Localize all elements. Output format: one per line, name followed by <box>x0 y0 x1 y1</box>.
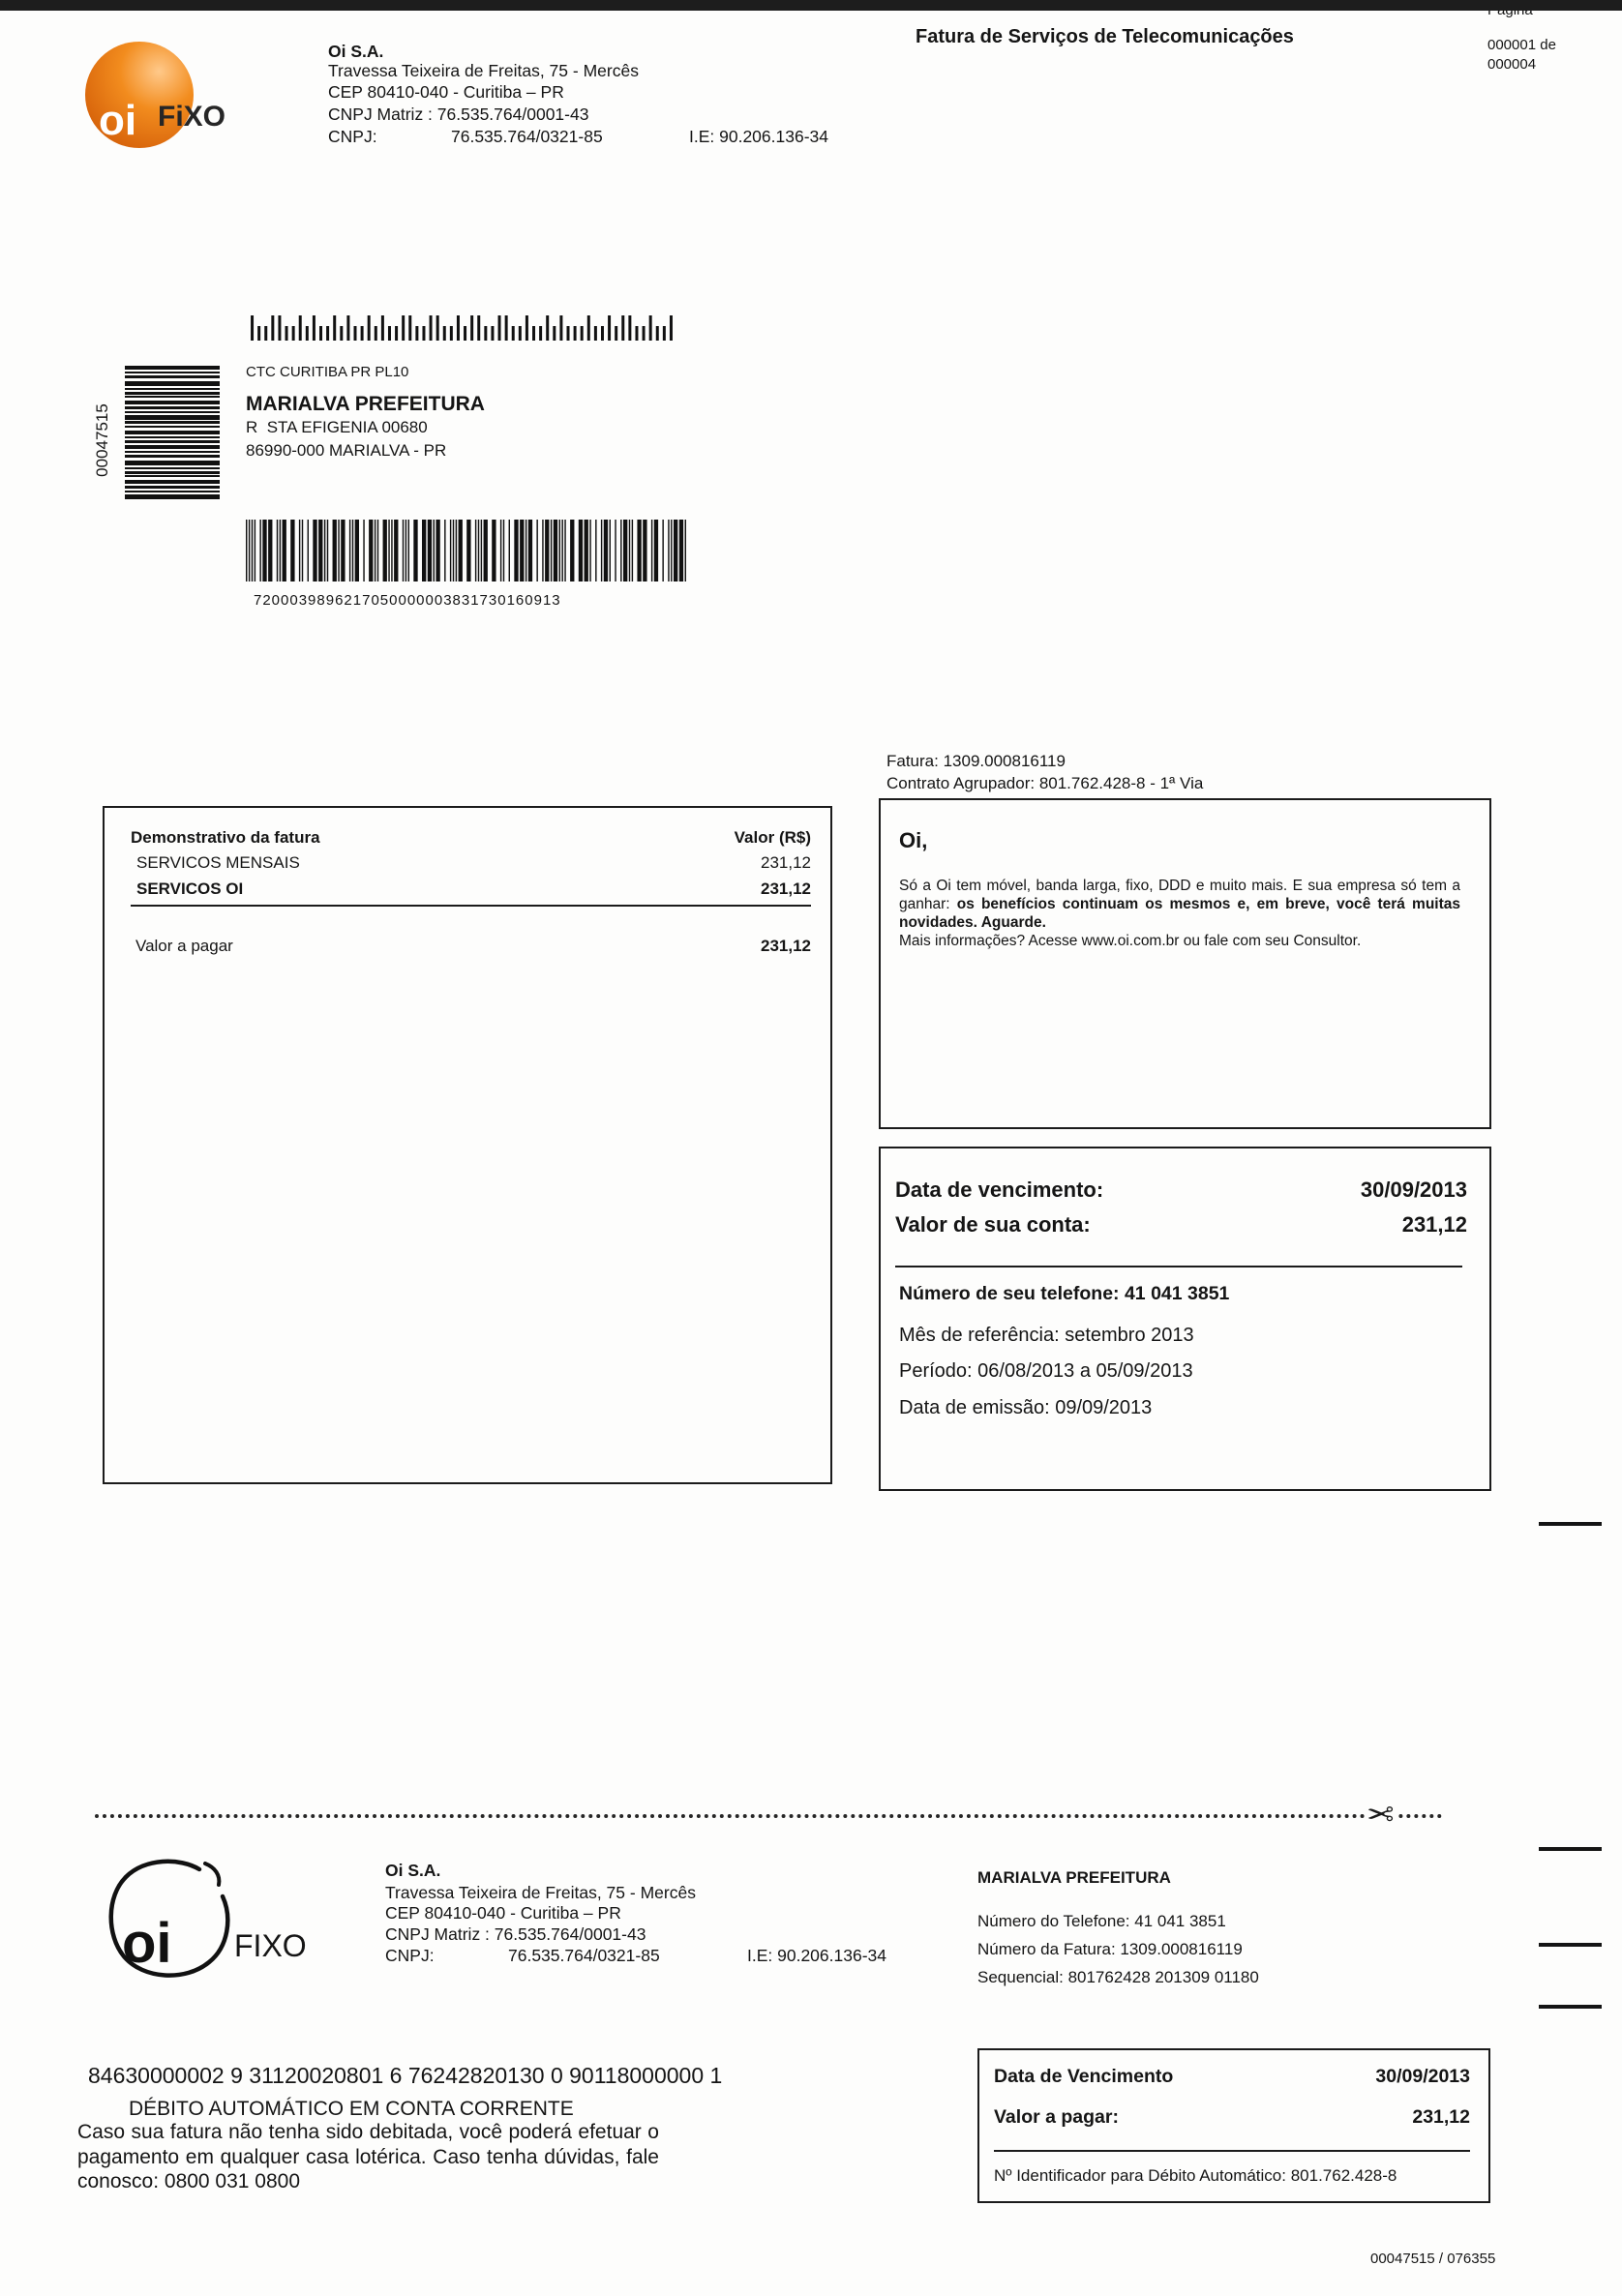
postal-bar <box>635 326 638 341</box>
postal-bar <box>526 315 528 341</box>
slip-due-value: 30/09/2013 <box>1375 2065 1470 2087</box>
barcode-bar <box>341 520 345 581</box>
postal-bar <box>498 315 501 341</box>
company-cep: CEP 80410-040 - Curitiba – PR <box>328 82 564 102</box>
logo-mark-text: oi <box>99 97 137 144</box>
barcode-bar <box>249 520 250 581</box>
postal-bar <box>395 326 398 341</box>
cut-line <box>95 1814 1443 1818</box>
slip-company-name: Oi S.A. <box>385 1861 441 1880</box>
message-paragraph <box>899 877 1460 932</box>
barcode-bar <box>478 520 479 581</box>
barcode-bar <box>475 520 476 581</box>
postal-bar <box>388 326 391 341</box>
slip-due-row <box>994 2064 1470 2089</box>
barcode-bar <box>408 520 409 581</box>
barcode-bar <box>327 520 328 581</box>
recipient-city: 86990-000 MARIALVA - PR <box>246 441 447 460</box>
barcode-bar <box>259 520 260 581</box>
postal-bar <box>464 326 466 341</box>
stack-bar <box>125 411 220 413</box>
postal-bar <box>608 315 611 341</box>
barcode-bar <box>413 520 417 581</box>
postal-bar <box>306 326 309 341</box>
stack-bar <box>125 494 220 499</box>
postal-bar <box>292 326 295 341</box>
slip-amount-label: Valor a pagar: <box>994 2105 1119 2128</box>
postal-bar <box>285 326 288 341</box>
postal-bar <box>663 326 666 341</box>
margin-tick <box>1539 1847 1602 1851</box>
postal-bar <box>477 315 480 341</box>
barcode-bar <box>610 520 611 581</box>
margin-tick <box>1539 1943 1602 1947</box>
statement-item-value: 231,12 <box>761 853 811 872</box>
barcode-bar <box>377 520 378 581</box>
barcode-bar <box>564 520 565 581</box>
contract-number: Contrato Agrupador: 801.762.428-8 - 1ª Via <box>886 774 1204 792</box>
barcode-bar <box>313 520 316 581</box>
barcode-bar <box>283 520 286 581</box>
barcode-bar <box>333 520 337 581</box>
digitable-line: 84630000002 9 31120020801 6 76242820130 0 90118000000 1 <box>88 2063 723 2088</box>
postal-bar <box>621 315 624 341</box>
barcode-bar <box>589 520 590 581</box>
postal-bar <box>361 326 364 341</box>
barcode-bar <box>299 520 300 581</box>
postal-bar <box>512 326 515 341</box>
stack-bar <box>125 406 220 409</box>
slip-auto-debit-id: Nº Identificador para Débito Automático: 801.762.428-8 <box>994 2166 1397 2185</box>
message-more-info: Mais informações? Acesse www.oi.com.br ou fale com seu Consultor. <box>899 933 1362 949</box>
barcode-bar <box>277 520 278 581</box>
postal-bar <box>251 315 254 341</box>
barcode-bar <box>434 520 435 581</box>
postal-bar <box>594 326 597 341</box>
postal-bar <box>299 315 302 341</box>
postal-bar <box>333 315 336 341</box>
barcode-bar <box>492 520 496 581</box>
statement-item-label: SERVICOS MENSAIS <box>136 853 300 872</box>
barcode-bar <box>585 520 588 581</box>
stack-bar <box>125 426 220 428</box>
postal-bar <box>422 326 425 341</box>
stack-bar <box>125 480 220 484</box>
stack-bar <box>125 475 220 477</box>
barcode-bar <box>654 520 658 581</box>
reference-month: Mês de referência: setembro 2013 <box>899 1325 1194 1346</box>
barcode-bar <box>679 520 683 581</box>
barcode-bar <box>308 520 309 581</box>
barcode-bar <box>324 520 325 581</box>
barcode-bar <box>559 520 560 581</box>
slip-customer-name: MARIALVA PREFEITURA <box>977 1868 1171 1887</box>
barcode-bar <box>318 520 322 581</box>
barcode-bar <box>349 520 350 581</box>
stack-bar <box>125 445 220 449</box>
barcode-bar <box>500 520 501 581</box>
barcode-bar <box>484 520 488 581</box>
postal-bar <box>491 326 494 341</box>
summary-box <box>879 1147 1491 1491</box>
barcode-bar <box>459 520 463 581</box>
barcode-bar <box>554 520 557 581</box>
barcode-bar <box>290 520 294 581</box>
summary-divider <box>895 1266 1462 1267</box>
postal-bar <box>567 326 570 341</box>
postal-bar <box>257 326 260 341</box>
barcode-bar <box>615 520 616 581</box>
postal-bar <box>519 326 522 341</box>
invoice-barcode <box>246 520 686 581</box>
stack-bar <box>125 461 220 465</box>
barcode-bar <box>246 520 247 581</box>
barcode-bar <box>520 520 524 581</box>
stack-bar <box>125 491 220 492</box>
auto-debit-title: DÉBITO AUTOMÁTICO EM CONTA CORRENTE <box>129 2098 574 2120</box>
statement-total-row <box>131 936 811 957</box>
barcode-number: 7200039896217050000003831730160913 <box>254 592 561 609</box>
barcode-bar <box>601 520 602 581</box>
postal-bar <box>539 326 542 341</box>
stack-bar <box>125 440 220 443</box>
amount-label: Valor de sua conta: <box>895 1212 1091 1237</box>
barcode-bar <box>671 520 672 581</box>
barcode-bar <box>355 520 359 581</box>
postal-bar <box>559 315 562 341</box>
slip-amount-row <box>994 2104 1470 2130</box>
postal-bar <box>649 315 652 341</box>
side-sorting-code: 00047515 <box>93 403 111 477</box>
scissors-icon: ✂ <box>1367 1796 1395 1834</box>
postal-route: CTC CURITIBA PR PL10 <box>246 364 409 380</box>
barcode-bar <box>662 520 663 581</box>
barcode-bar <box>623 520 627 581</box>
document-title: Fatura de Serviços de Telecomunicações <box>916 26 1294 47</box>
statement-item-value: 231,12 <box>761 880 811 898</box>
logo-ring-tail <box>205 1864 219 1885</box>
barcode-bar <box>450 520 451 581</box>
stack-bar <box>125 471 220 474</box>
postal-bar <box>450 326 453 341</box>
message-highlight: os benefícios continuam os mesmos e, em breve, você terá muitas novidades. Aguarde. <box>899 896 1460 931</box>
barcode-bar <box>252 520 253 581</box>
stack-bar <box>125 396 220 398</box>
slip-sequence-number: Sequencial: 801762428 201309 01180 <box>977 1968 1259 1986</box>
postal-bar <box>574 326 577 341</box>
slip-company-address: Travessa Teixeira de Freitas, 75 - Mercês <box>385 1883 696 1902</box>
barcode-bar <box>632 520 633 581</box>
postal-bar <box>381 315 384 341</box>
company-ie: I.E: 90.206.136-34 <box>689 127 828 146</box>
statement-header-row <box>131 827 811 849</box>
barcode-bar <box>561 520 562 581</box>
barcode-bar <box>428 520 432 581</box>
footer-code: 00047515 / 076355 <box>1370 2251 1496 2267</box>
statement-item-row <box>131 852 811 874</box>
postal-bar <box>470 315 473 341</box>
postal-bar <box>278 315 281 341</box>
company-name: Oi S.A. <box>328 42 384 61</box>
barcode-bar <box>262 520 266 581</box>
postal-bar <box>587 315 590 341</box>
postal-bar <box>505 315 508 341</box>
barcode-bar <box>383 520 387 581</box>
barcode-bar <box>388 520 389 581</box>
barcode-bar <box>509 520 510 581</box>
postal-bar <box>457 315 460 341</box>
barcode-bar <box>542 520 543 581</box>
page-total: 000004 <box>1487 56 1537 73</box>
stack-bar <box>125 366 220 370</box>
stack-bar <box>125 431 220 434</box>
slip-phone-number: Número do Telefone: 41 041 3851 <box>977 1912 1226 1930</box>
barcode-bar <box>302 520 303 581</box>
postal-bar <box>415 326 418 341</box>
slip-divider <box>994 2150 1470 2152</box>
stack-bar <box>125 421 220 424</box>
barcode-bar <box>643 520 646 581</box>
amount-value: 231,12 <box>1401 1212 1467 1237</box>
barcode-bar <box>338 520 339 581</box>
barcode-bar <box>629 520 630 581</box>
statement-title: Demonstrativo da fatura <box>131 828 320 847</box>
auto-debit-note: Caso sua fatura não tenha sido debitada, você poderá efetuar o pagamento em qualquer casa lotérica. Caso tenha dúvidas, fale conosco: 0800 031 0800 <box>77 2121 659 2193</box>
postal-bar <box>375 326 377 341</box>
stack-bar <box>125 415 220 420</box>
postal-bar <box>546 315 549 341</box>
message-greeting: Oi, <box>899 828 928 852</box>
invoice-number: Fatura: 1309.000816119 <box>886 752 1066 770</box>
postal-bar <box>581 326 584 341</box>
phone-number: Número de seu telefone: 41 041 3851 <box>899 1283 1230 1304</box>
slip-company-cnpj-value: 76.535.764/0321-85 <box>508 1946 660 1965</box>
barcode-bar <box>579 520 583 581</box>
postal-bar <box>615 326 617 341</box>
stack-bar <box>125 455 220 458</box>
slip-logo-product-text: FIXO <box>234 1928 307 1963</box>
slip-amount-value: 231,12 <box>1412 2105 1470 2128</box>
statement-total-value: 231,12 <box>761 937 811 955</box>
barcode-bar <box>651 520 652 581</box>
postal-bar <box>484 326 487 341</box>
company-cnpj-value: 76.535.764/0321-85 <box>451 127 603 146</box>
barcode-bar <box>394 520 398 581</box>
postal-bar <box>436 315 439 341</box>
statement-total-label: Valor a pagar <box>135 937 233 955</box>
barcode-bar <box>403 520 404 581</box>
barcode-bar <box>352 520 353 581</box>
message-text: Só a Oi tem móvel, banda larga, fixo, DDD e muito mais. E sua empresa só tem a ganhar: <box>899 878 1460 912</box>
barcode-bar <box>453 520 454 581</box>
due-date-row <box>895 1177 1467 1204</box>
oi-outline-logo <box>105 1854 236 1983</box>
sorting-code-block <box>125 366 220 499</box>
barcode-bar <box>536 520 537 581</box>
slip-due-label: Data de Vencimento <box>994 2065 1174 2087</box>
company-address: Travessa Teixeira de Freitas, 75 - Mercês <box>328 61 639 80</box>
barcode-bar <box>503 520 504 581</box>
statement-divider <box>131 905 811 907</box>
stack-bar <box>125 451 220 453</box>
postal-bar <box>313 315 315 341</box>
stack-bar <box>125 392 220 395</box>
postal-bar <box>319 326 322 341</box>
statement-item-label: SERVICOS OI <box>136 880 244 898</box>
barcode-bar <box>436 520 439 581</box>
amount-row <box>895 1211 1467 1238</box>
postal-bar <box>354 326 357 341</box>
postal-bar <box>430 315 433 341</box>
slip-company-ie: I.E: 90.206.136-34 <box>747 1946 886 1965</box>
stack-bar <box>125 381 220 386</box>
slip-company-cep: CEP 80410-040 - Curitiba – PR <box>385 1903 621 1923</box>
postal-bar <box>271 315 274 341</box>
barcode-bar <box>363 520 364 581</box>
barcode-bar <box>514 520 518 581</box>
statement-value-header: Valor (R$) <box>734 828 811 847</box>
barcode-bar <box>268 520 272 581</box>
postal-bar <box>601 326 604 341</box>
margin-tick <box>1539 1522 1602 1526</box>
slip-company-cnpj-label: CNPJ: <box>385 1946 435 1965</box>
barcode-bar <box>604 520 608 581</box>
postal-bar <box>656 326 659 341</box>
barcode-bar <box>674 520 677 581</box>
barcode-bar <box>551 520 552 581</box>
slip-logo-mark-text: oi <box>122 1912 172 1975</box>
barcode-bar <box>570 520 574 581</box>
postal-bar <box>340 326 343 341</box>
issue-date: Data de emissão: 09/09/2013 <box>899 1397 1153 1418</box>
barcode-bar <box>466 520 470 581</box>
barcode-bar <box>685 520 686 581</box>
message-box <box>879 798 1491 1129</box>
stack-bar <box>125 467 220 469</box>
statement-item-row <box>131 879 811 900</box>
barcode-bar <box>620 520 621 581</box>
company-cnpj-label: CNPJ: <box>328 127 377 146</box>
barcode-bar <box>481 520 482 581</box>
barcode-bar <box>280 520 281 581</box>
logo-product-text: FiXO <box>158 101 226 133</box>
stack-bar <box>125 401 220 404</box>
barcode-bar <box>545 520 549 581</box>
barcode-bar <box>595 520 596 581</box>
company-cnpj-matriz: CNPJ Matriz : 76.535.764/0001-43 <box>328 104 589 124</box>
postal-bar <box>264 326 267 341</box>
postal-bar <box>532 326 535 341</box>
barcode-bar <box>422 520 426 581</box>
postal-bar <box>628 315 631 341</box>
postal-barcode <box>249 315 675 341</box>
barcode-bar <box>528 520 532 581</box>
slip-invoice-number: Número da Fatura: 1309.000816119 <box>977 1940 1243 1958</box>
oi-fixo-logo <box>83 39 199 153</box>
postal-bar <box>408 315 411 341</box>
slip-company-cnpj-matriz: CNPJ Matriz : 76.535.764/0001-43 <box>385 1924 646 1944</box>
slip-payment-box <box>977 2048 1490 2203</box>
stack-bar <box>125 436 220 438</box>
barcode-bar <box>668 520 669 581</box>
postal-bar <box>443 326 446 341</box>
billing-period: Período: 06/08/2013 a 05/09/2013 <box>899 1360 1193 1382</box>
barcode-bar <box>369 520 373 581</box>
stack-bar <box>125 375 220 378</box>
postal-bar <box>402 315 405 341</box>
postal-bar <box>326 326 329 341</box>
postal-bar <box>670 315 673 341</box>
statement-box <box>103 806 832 1484</box>
stack-bar <box>125 372 220 373</box>
stack-bar <box>125 486 220 489</box>
barcode-bar <box>391 520 392 581</box>
margin-tick <box>1539 2005 1602 2009</box>
barcode-bar <box>456 520 457 581</box>
postal-bar <box>643 326 646 341</box>
barcode-bar <box>444 520 445 581</box>
recipient-street: R STA EFIGENIA 00680 <box>246 418 428 436</box>
postal-bar <box>553 326 556 341</box>
stack-bar <box>125 388 220 390</box>
recipient-name: MARIALVA PREFEITURA <box>246 393 485 415</box>
barcode-bar <box>637 520 641 581</box>
page-current: 000001 de <box>1487 37 1556 53</box>
due-date-label: Data de vencimento: <box>895 1178 1104 1202</box>
due-date-value: 30/09/2013 <box>1360 1178 1467 1202</box>
postal-bar <box>346 315 349 341</box>
scan-edge <box>0 0 1622 11</box>
postal-bar <box>368 315 371 341</box>
